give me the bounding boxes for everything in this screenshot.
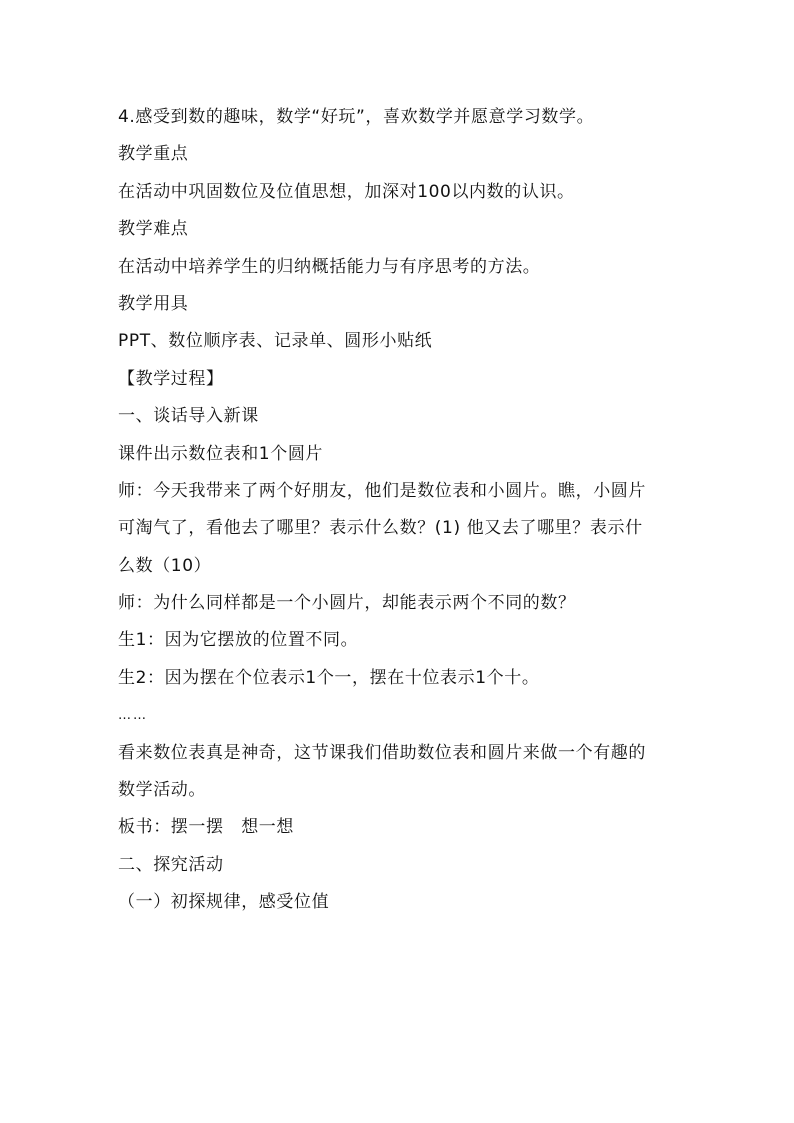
student-answer-2: 生2：因为摆在个位表示1个一，摆在十位表示1个十。 [118,667,540,688]
student-answer-1: 生1：因为它摆放的位置不同。 [118,630,359,651]
heading-materials: 教学用具 [118,293,189,314]
paragraph-line: 师：为什么同样都是一个小圆片，却能表示两个不同的数？ [118,593,576,614]
heading-key-points: 教学重点 [118,144,189,165]
paragraph-line: 么数（10） [118,555,212,576]
ellipsis: …… [118,708,148,724]
blackboard-writing: 板书：摆一摆 想一想 [118,817,294,838]
materials-text: PPT、数位顺序表、记录单、圆形小贴纸 [118,331,433,352]
paragraph-line: 师：今天我带来了两个好朋友，他们是数位表和小圆片。瞧，小圆片 [118,480,646,501]
difficulties-text: 在活动中培养学生的归纳概括能力与有序思考的方法。 [118,256,541,277]
paragraph-line: 数学活动。 [118,780,206,801]
heading-teaching-process: 【教学过程】 [118,368,224,389]
section-1-title: 一、谈话导入新课 [118,406,259,427]
heading-difficulties: 教学难点 [118,219,189,240]
paragraph-line: 可淘气了，看他去了哪里？表示什么数？(1) 他又去了哪里？表示什 [118,518,643,539]
section-2-title: 二、探究活动 [118,854,224,875]
paragraph-line: 看来数位表真是神奇，这节课我们借助数位表和圆片来做一个有趣的 [118,742,646,763]
lesson-plan-text [118,104,688,927]
paragraph-line: 课件出示数位表和1个圆片 [118,443,324,464]
key-points-text: 在活动中巩固数位及位值思想，加深对100以内数的认识。 [118,181,575,202]
objective-4: 4.感受到数的趣味，数学“好玩”，喜欢数学并愿意学习数学。 [118,107,595,127]
subsection-1-title: （一）初探规律，感受位值 [118,892,330,913]
